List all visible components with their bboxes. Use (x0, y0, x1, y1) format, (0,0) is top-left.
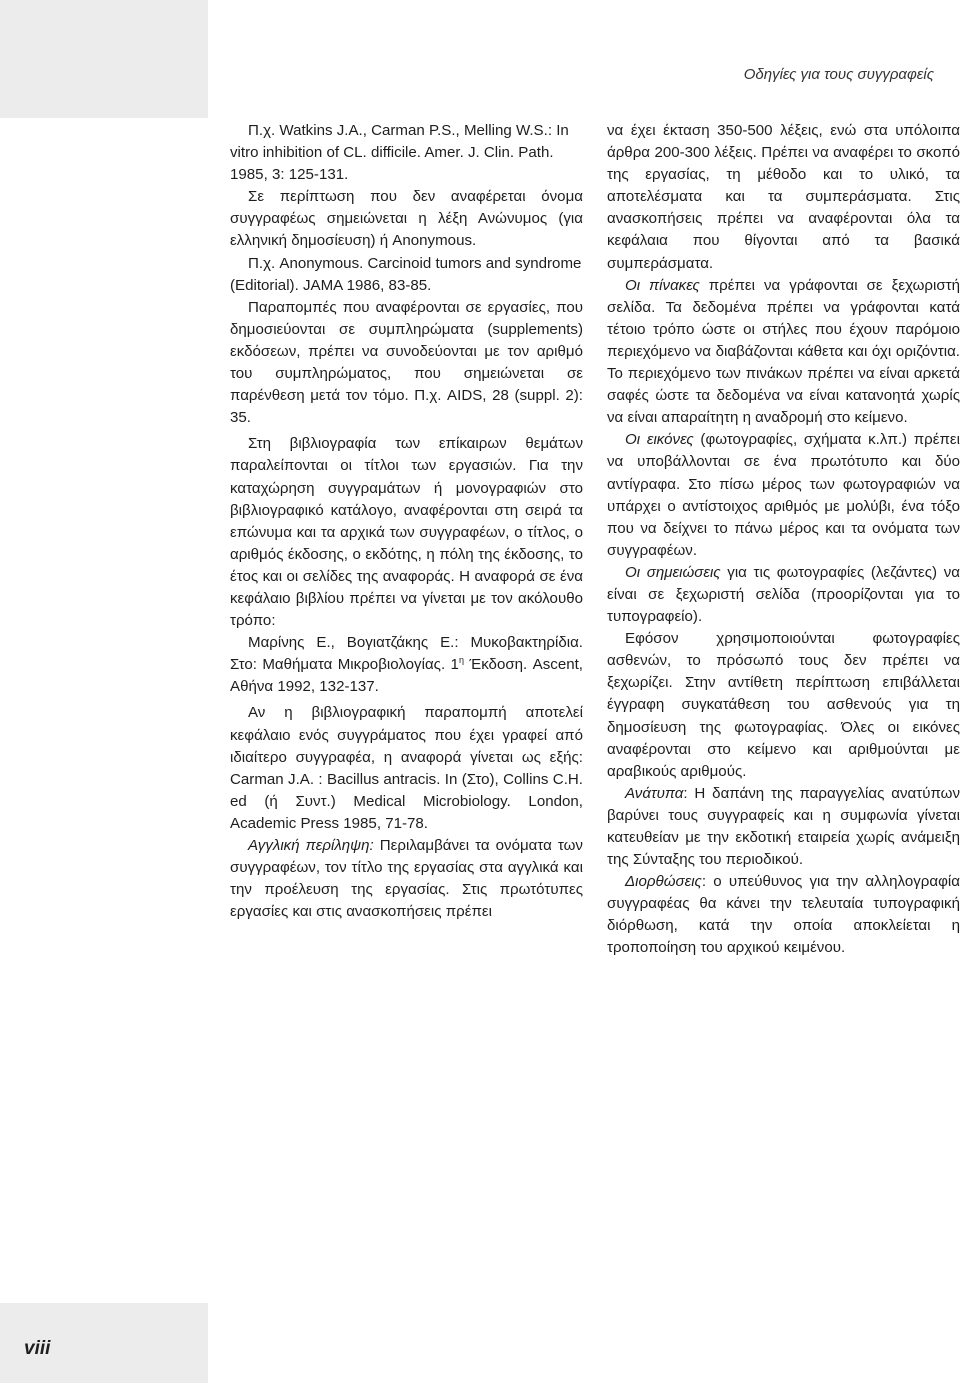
paragraph-corrections (607, 871, 960, 959)
reference-example-watkins: Π.χ. Watkins J.A., Carman P.S., Melling W.S.: In vitro inhibition of CL. difficile. Amer. J. Clin. Path. 1985, 3: 125-131. (230, 122, 569, 184)
side-band-top (0, 0, 208, 118)
right-column (607, 120, 960, 960)
corrections-label: Διορθώσεις (625, 873, 702, 891)
paragraph-tables (607, 275, 960, 430)
reference-example-anonymous: Π.χ. Anonymous. Carcinoid tumors and syndrome (Editorial). JAMA 1986, 83-85. (230, 254, 582, 294)
paragraph-supplements: Παραπομπές που αναφέρονται σε εργασίες, που δημοσιεύονται σε συμπληρώματα (supplements) εκδόσεων, πρέπει να συνοδεύονται με τον αριθμό του συμπληρώματος, που σημειώνεται σε παρένθεση μετά τον τόμο. Π.χ. AIDS, 28 (suppl. 2): 35. (230, 298, 583, 427)
tables-text: πρέπει να γράφονται σε ξεχωριστή σελίδα. Τα δεδομένα πρέπει να γράφονται κατά τέτοιο τρόπο ώστε οι στήλες που έχουν παρόμοιο περιεχόμενο να διαβάζονται κάθετα και όχι οριζόντια. Το περιεχόμενο των πινάκων πρέπει να είναι αρκετά σαφές ώστε τα δεδομένα να είναι κατανοητά χωρίς να είναι απαραίτητη η αναδρομή στο κείμενο. (607, 276, 960, 427)
captions-text: για τις φωτογραφίες (λεζάντες) να είναι σε ξεχωριστή σελίδα (προορίζονται για το τυπογραφείο). (607, 563, 960, 626)
left-column (230, 120, 583, 923)
paragraph-books-citation: Στη βιβλιογραφία των επίκαιρων θεμάτων παραλείπονται οι τίτλοι των εργασιών. Για την καταχώρηση συγγραμάτων ή μονογραφιών στο βιβλιογραφικό κατάλογο, αναφέρονται στη σειρά τα επώνυμα και τα αρχικά των συγγραφέων, ο τίτλος, ο αριθμός έκδοσης, ο εκδότης, η πόλη της έκδοσης, το έτος και οι σελίδες της αναφοράς. Η αναφορά σε ένα κεφάλαιο βιβλίου πρέπει να γίνεται με τον ακόλουθο τρόπο: (230, 435, 583, 630)
paragraph-figures (607, 429, 960, 562)
captions-label: Οι σημειώσεις (625, 563, 721, 581)
page-number: viii (24, 1338, 51, 1359)
english-abstract-text: Περιλαμβάνει τα ονόματα των συγγραφέων, τον τίτλο της εργασίας στα αγγλικά και την προέλευση της εργασίας. Στις πρωτότυπες εργασίες και στις ανασκοπήσεις πρέπει (230, 837, 583, 921)
reprints-label: Ανάτυπα (625, 784, 684, 802)
figures-label: Οι εικόνες (625, 431, 694, 449)
reference-example-marinis (230, 632, 583, 698)
english-abstract-label: Αγγλική περίληψη: (248, 837, 374, 854)
running-header: Οδηγίες για τους συγγραφείς (743, 66, 934, 83)
figures-text: (φωτογραφίες, σχήματα κ.λπ.) πρέπει να υποβάλλονται σε ένα πρωτότυπο και δύο αντίγραφα. Στο πίσω μέρος των φωτογραφιών να υπάρχει ο αντίστοιχος αριθμός με μολύβι, ένα τόξο που να δείχνει το πάνω μέρος και τα ονόματα των συγγραφέων. (607, 431, 960, 559)
tables-label: Οι πίνακες (625, 276, 700, 294)
paragraph-patient-photos: Εφόσον χρησιμοποιούνται φωτογραφίες ασθενών, το πρόσωπό τους δεν πρέπει να ξεχωρίζει. Στην αντίθετη περίπτωση επιβάλλεται έγγραφη συγκατάθεση του ασθενούς για τη δημοσίευση της φωτογραφίας. Όλες οι εικόνες αναφέρονται στο κείμενο και αριθμούνται με αραβικούς αριθμούς. (607, 630, 960, 780)
paragraph-captions (607, 562, 960, 628)
reference-example-marinis-end: Έκδοση. Ascent, Αθήνα 1992, 132-137. (230, 656, 583, 696)
paragraph-english-abstract (230, 835, 583, 923)
paragraph-abstract-length: να έχει έκταση 350-500 λέξεις, ενώ στα υπόλοιπα άρθρα 200-300 λέξεις. Πρέπει να αναφέρει το σκοπό της εργασίας, τη μέθοδο και το υλικό, τα αποτελέσματα και τα συμπεράσματα. Στις ανασκοπήσεις πρέπει να αναφέρονται όλα τα κεφάλαια που θίγονται από τα βασικά συμπεράσματα. (607, 122, 960, 272)
corrections-text: : ο υπεύθυνος για την αλληλογραφία συγγραφέας θα κάνει την τελευταία τυπογραφική διόρθωση, κατά την οποία αποκλείεται η τροποποίηση του αρχικού κειμένου. (607, 873, 960, 957)
edition-superscript: η (458, 655, 464, 666)
paragraph-reprints (607, 783, 960, 871)
paragraph-anonymous-author: Σε περίπτωση που δεν αναφέρεται όνομα συγγραφέως σημειώνεται η λέξη Ανώνυμος (για ελληνική δημοσίευση) ή Anonymous. (230, 188, 583, 250)
paragraph-book-chapter: Αν η βιβλιογραφική παραπομπή αποτελεί κεφάλαιο ενός συγγράματος που έχει γραφεί από ιδιαίτερο συγγραφέα, η αναφορά γίνεται ως εξής: Carman J.A. : Bacillus antracis. In (Στο), Collins C.H. ed (ή Συντ.) Medical Microbiology. London, Academic Press 1985, 71-78. (230, 704, 583, 832)
reprints-text: : Η δαπάνη της παραγγελίας ανατύπων βαρύνει τους συγγραφείς και η συμφωνία γίνεται κατευθείαν με την εκδοτική εταιρεία χωρίς ανάμειξη της Σύνταξης του περιοδικού. (607, 784, 960, 869)
reference-example-marinis-start: Μαρίνης Ε., Βογιατζάκης Ε.: Μυκοβακτηρίδια. Στο: Μαθήματα Μικροβιολογίας. 1 (230, 634, 583, 674)
